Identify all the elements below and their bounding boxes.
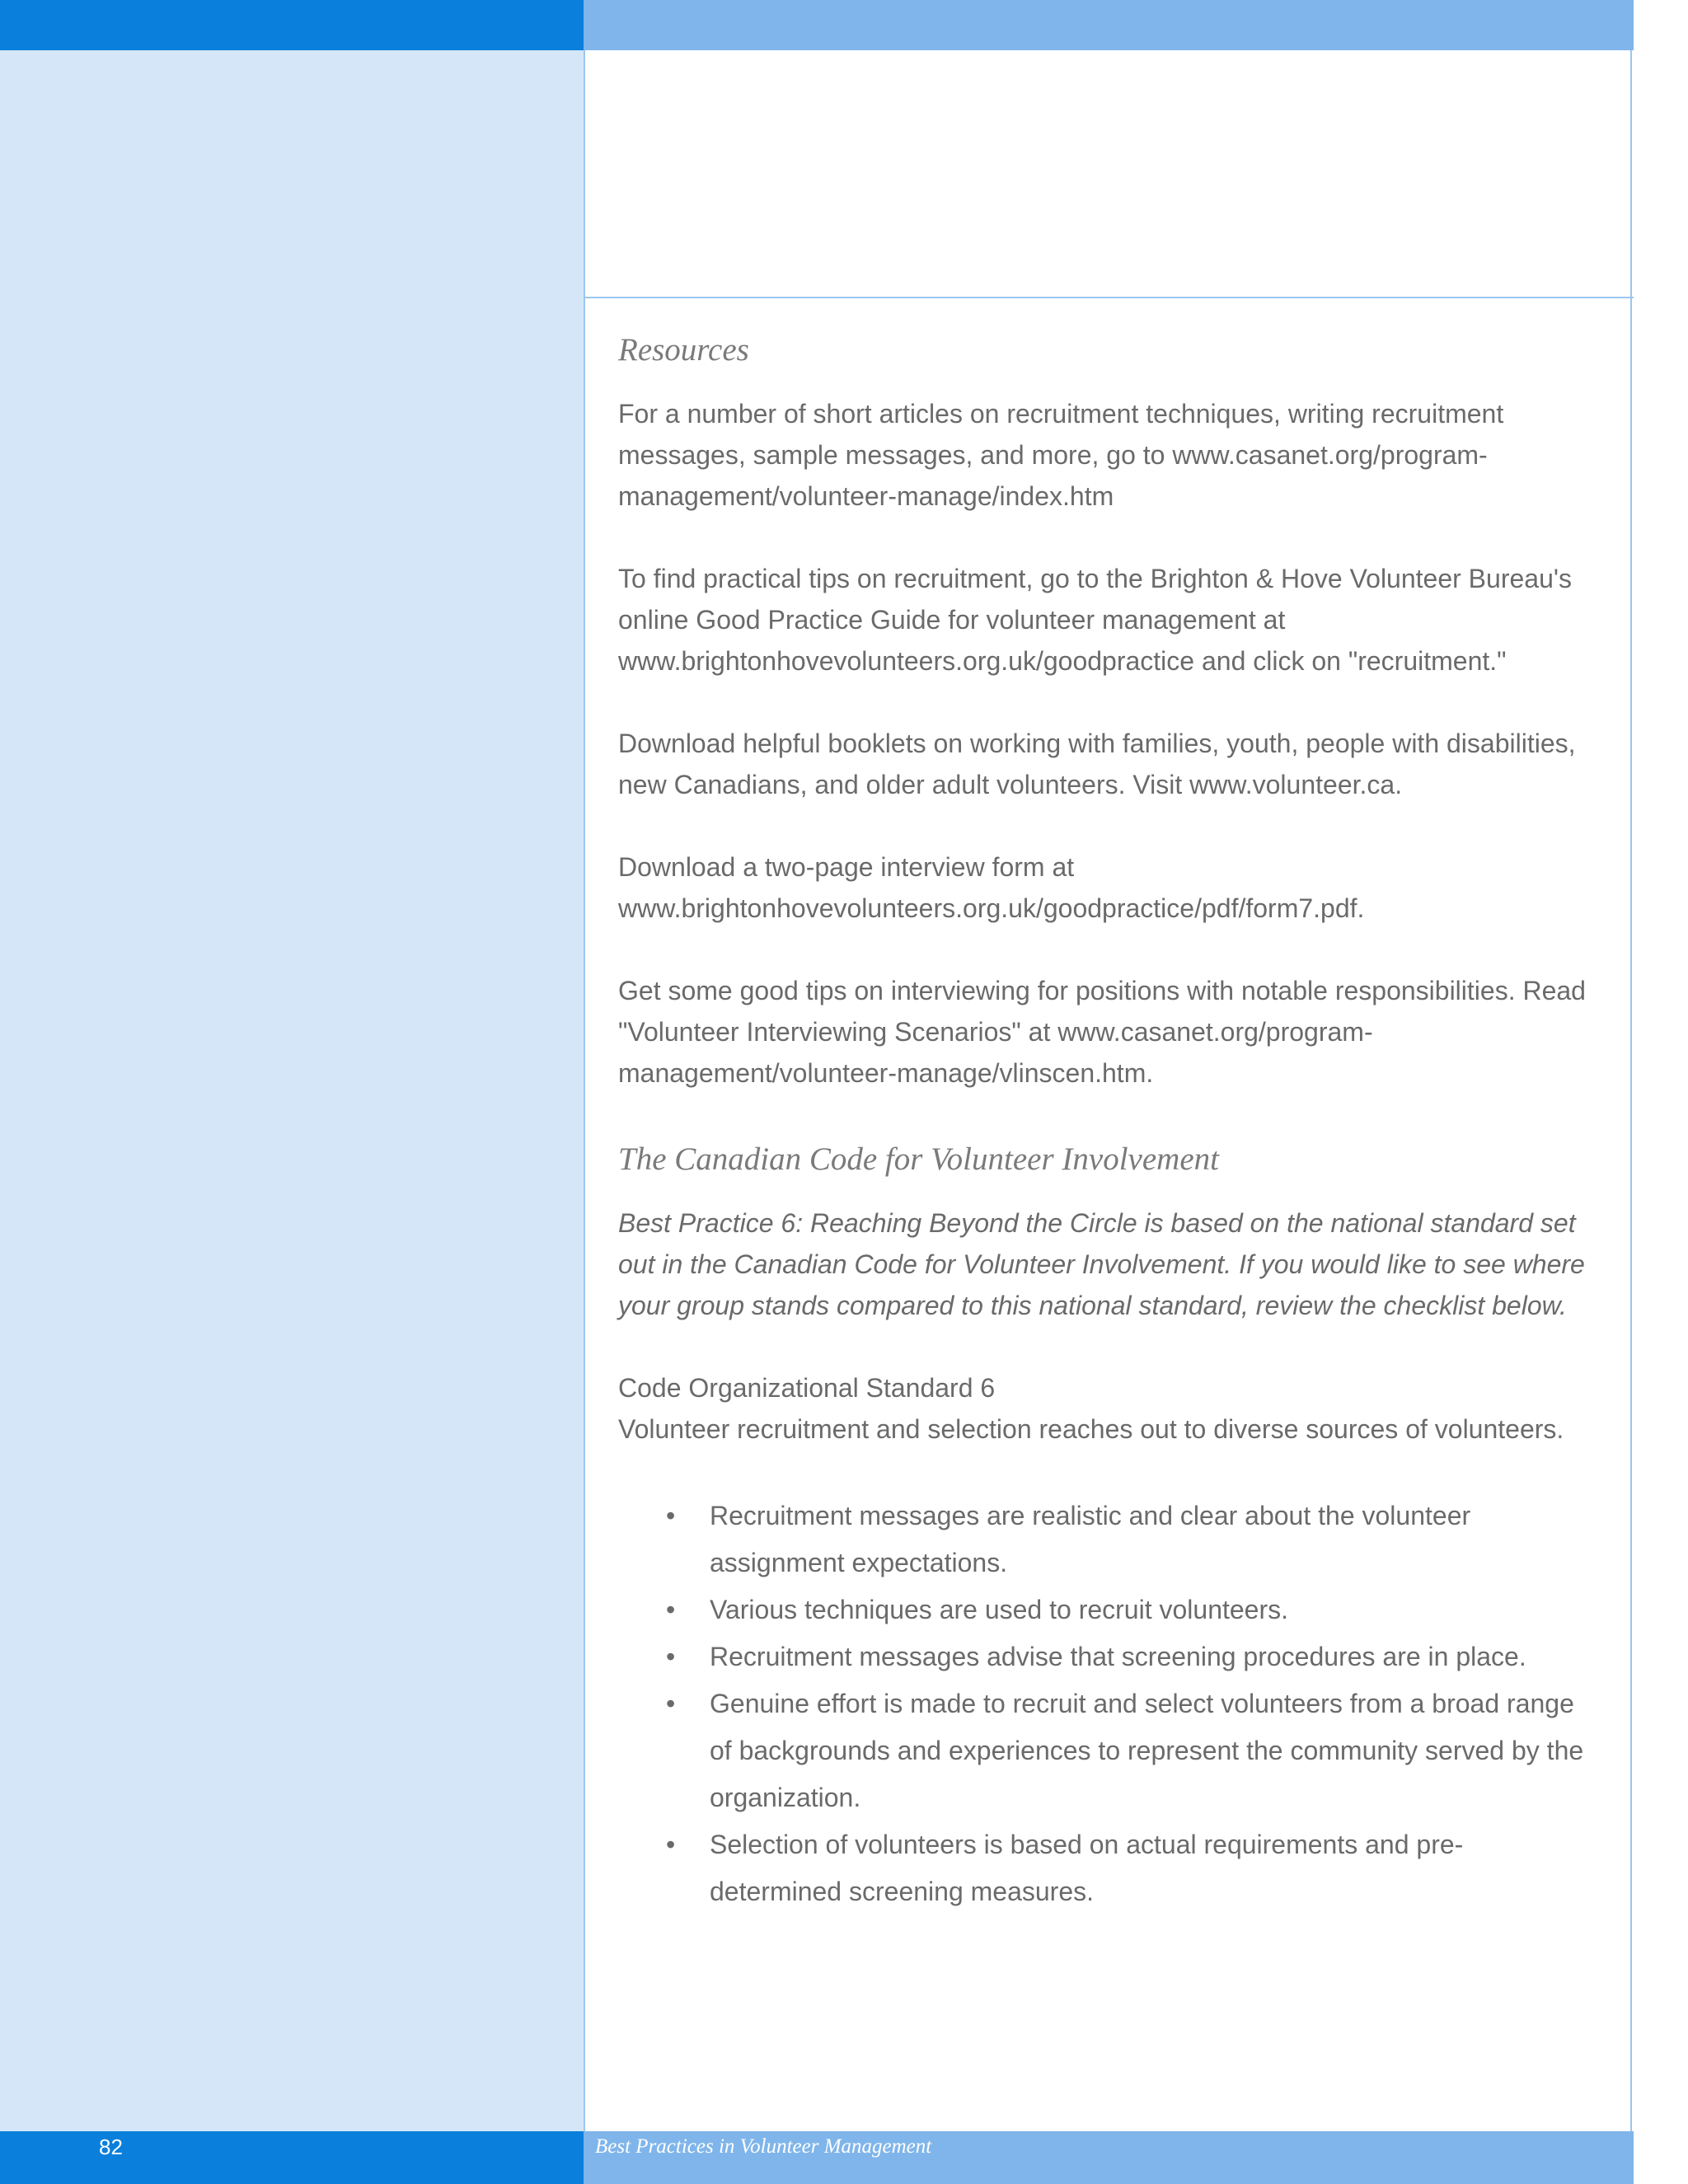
resource-paragraph: For a number of short articles on recruitment techniques, writing recruitment messages, sample messages, and more, go to www.casanet.org/program-management/volunteer-manage/index.htm bbox=[618, 399, 1504, 511]
resources-section bbox=[618, 326, 1591, 1094]
checklist-item: • Genuine effort is made to recruit and select volunteers from a broad range of backgrounds and experiences to represent the community served by the organization. bbox=[618, 1680, 1591, 1821]
code-intro: Best Practice 6: Reaching Beyond the Circle is based on the national standard set out in the Canadian Code for Volunteer Involvement. If you would like to see where your group stands compared to this national standard, review the checklist below. bbox=[618, 1208, 1585, 1320]
bullet-icon: • bbox=[666, 1501, 676, 1530]
top-bar-dark bbox=[0, 0, 584, 50]
code-heading: The Canadian Code for Volunteer Involvement bbox=[618, 1141, 1219, 1177]
checklist-item: • Recruitment messages are realistic and clear about the volunteer assignment expectations. bbox=[618, 1493, 1591, 1586]
checklist-item: • Various techniques are used to recruit volunteers. bbox=[618, 1586, 1591, 1633]
bullet-icon: • bbox=[666, 1689, 676, 1718]
resources-heading: Resources bbox=[618, 332, 749, 368]
checklist-item: • Selection of volunteers is based on actual requirements and pre-determined screening measures. bbox=[618, 1821, 1591, 1915]
page-number: 82 bbox=[99, 2135, 123, 2159]
standard-title: Code Organizational Standard 6 bbox=[618, 1373, 996, 1403]
checklist-item: • Recruitment messages advise that screening procedures are in place. bbox=[618, 1633, 1591, 1680]
resource-paragraph: Download a two-page interview form at www.brightonhovevolunteers.org.uk/goodpractice/pdf/form7.pdf. bbox=[618, 852, 1365, 923]
code-standard bbox=[618, 1367, 1591, 1450]
standard-text: Volunteer recruitment and selection reaches out to diverse sources of volunteers. bbox=[618, 1414, 1564, 1444]
footer-band-dark bbox=[0, 2131, 584, 2184]
resource-paragraph: Get some good tips on interviewing for positions with notable responsibilities. Read "Volunteer Interviewing Scenarios" at www.casanet.org/program-management/volunteer-manage/vlinscen.htm. bbox=[618, 976, 1586, 1088]
bullet-icon: • bbox=[666, 1830, 676, 1859]
bullet-icon: • bbox=[666, 1642, 676, 1671]
header-divider bbox=[584, 297, 1634, 298]
main-content bbox=[618, 326, 1591, 1915]
resource-paragraph: To find practical tips on recruitment, go to the Brighton & Hove Volunteer Bureau's online Good Practice Guide for volunteer management at www.brightonhovevolunteers.org.uk/goodpractice and click on "recruitment." bbox=[618, 564, 1572, 676]
standard-checklist bbox=[618, 1493, 1591, 1915]
footer-title: Best Practices in Volunteer Management bbox=[595, 2135, 932, 2158]
code-section bbox=[618, 1135, 1591, 1915]
top-bar-light bbox=[584, 0, 1634, 50]
bullet-icon: • bbox=[666, 1595, 676, 1624]
resource-paragraph: Download helpful booklets on working with families, youth, people with disabilities, new Canadians, and older adult volunteers. Visit www.volunteer.ca. bbox=[618, 729, 1576, 799]
left-sidebar-panel bbox=[0, 0, 584, 2184]
